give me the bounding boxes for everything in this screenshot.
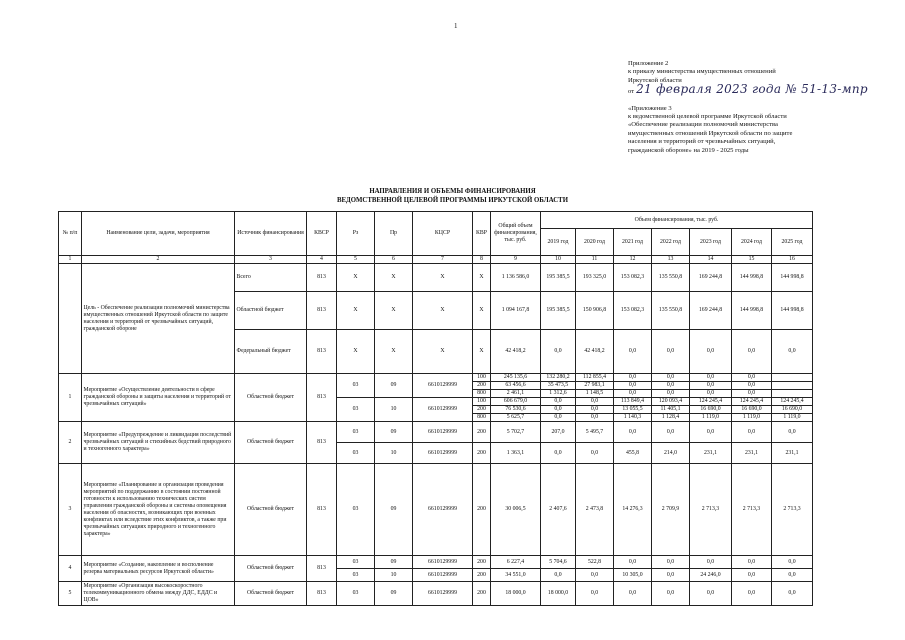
goal-cell: Х [375, 264, 413, 292]
goal-cell: Х [337, 264, 375, 292]
item-cell: 200 [473, 582, 491, 606]
item-num: 5 [59, 582, 82, 606]
item-cell: 813 [307, 464, 337, 556]
item-cell: 16 690,0 [732, 406, 772, 414]
item-cell: 03 [337, 422, 375, 443]
item-cell: 5 495,7 [576, 422, 614, 443]
appendix-line: Иркутской области [628, 76, 682, 84]
item-cell: 231,1 [732, 443, 772, 464]
item-cell: 09 [375, 556, 413, 569]
col-year: 2024 год [732, 229, 772, 256]
handwritten-date-number: 21 февраля 2023 года № 51-13-мпр [636, 82, 868, 97]
item-cell: 0,0 [614, 374, 652, 382]
goal-cell: Областной бюджет [235, 292, 307, 330]
item-cell: 800 [473, 390, 491, 398]
item-cell: 0,0 [614, 422, 652, 443]
item-cell: 0,0 [576, 443, 614, 464]
item-cell: 200 [473, 443, 491, 464]
goal-cell: Х [473, 264, 491, 292]
item-cell: 1 140,3 [614, 414, 652, 422]
goal-cell: Х [473, 292, 491, 330]
item-text: Мероприятие «Организация высокоскоростного телекоммуникационного обмена между ДДС, ЕДДС и ЦОВ» [82, 582, 235, 606]
item-cell [772, 390, 813, 398]
item-cell: 0,0 [541, 569, 576, 582]
item-cell: 1 128,4 [652, 414, 690, 422]
col-index: 9 [491, 256, 541, 264]
item-cell: 10 305,0 [614, 569, 652, 582]
item-cell: 35 473,5 [541, 382, 576, 390]
item-cell: 2 713,3 [772, 464, 813, 556]
goal-num [59, 264, 82, 374]
item-cell: 0,0 [732, 569, 772, 582]
item-cell: 0,0 [576, 406, 614, 414]
goal-cell: Х [413, 330, 473, 374]
item-cell: 14 276,3 [614, 464, 652, 556]
col-rz: Рз [337, 212, 375, 256]
goal-cell: Х [473, 330, 491, 374]
goal-cell: 1 136 586,0 [491, 264, 541, 292]
item-cell: 16 690,0 [772, 406, 813, 414]
item-cell: 76 530,6 [491, 406, 541, 414]
item-cell: 09 [375, 582, 413, 606]
goal-cell: 169 244,8 [690, 292, 732, 330]
col-index: 7 [413, 256, 473, 264]
item-cell: 0,0 [772, 582, 813, 606]
item-text: Мероприятие «Планирование и организация проведения мероприятий по поддержанию в состоянии постоянной готовности к использованию технических систем управления гражданской обороны и системы оповещения населения об опасностях, возникающих при военных конфликтах или вследствие этих конфликтов, а также при чрезвычайных ситуациях природного и техногенного характера» [82, 464, 235, 556]
goal-cell: 813 [307, 330, 337, 374]
col-year: 2023 год [690, 229, 732, 256]
item-cell: 0,0 [690, 582, 732, 606]
item-cell: 200 [473, 406, 491, 414]
item-source: Областной бюджет [235, 582, 307, 606]
col-year: 2019 год [541, 229, 576, 256]
item-cell: 18 000,0 [491, 582, 541, 606]
item-cell: 124 245,4 [690, 398, 732, 406]
item-cell: 0,0 [652, 382, 690, 390]
item-cell: 200 [473, 556, 491, 569]
goal-cell: 144 998,8 [772, 264, 813, 292]
col-year: 2022 год [652, 229, 690, 256]
item-cell: 0,0 [614, 556, 652, 569]
appendix-line: к ведомственной целевой программе Иркутской области [628, 113, 787, 121]
item-cell: 1 119,0 [732, 414, 772, 422]
item-cell: 16 690,0 [690, 406, 732, 414]
col-num: № п/п [59, 212, 82, 256]
goal-cell: 0,0 [732, 330, 772, 374]
goal-cell: Х [413, 264, 473, 292]
item-rz: 03 [337, 398, 375, 422]
col-year: 2025 год [772, 229, 813, 256]
goal-cell: Федеральный бюджет [235, 330, 307, 374]
goal-cell: 135 550,8 [652, 292, 690, 330]
item-cell: 124 245,4 [772, 398, 813, 406]
item-cell: 0,0 [614, 582, 652, 606]
item-cell: 5 704,6 [541, 556, 576, 569]
item-cell: 0,0 [732, 556, 772, 569]
item-pr: 10 [375, 398, 413, 422]
item-text: Мероприятие «Осуществление деятельности в сфере гражданской обороны и защиты населения и территорий от чрезвычайных ситуаций» [82, 374, 235, 422]
goal-cell: Х [413, 292, 473, 330]
item-cell: 0,0 [732, 382, 772, 390]
item-cell: 1 363,1 [491, 443, 541, 464]
goal-cell: Х [375, 292, 413, 330]
table-row [59, 264, 813, 292]
item-cell: 10 [375, 443, 413, 464]
title-line: НАПРАВЛЕНИЯ И ОБЪЕМЫ ФИНАНСИРОВАНИЯ [369, 188, 536, 195]
item-cell: 24 246,0 [690, 569, 732, 582]
item-cell: 200 [473, 464, 491, 556]
col-index: 13 [652, 256, 690, 264]
item-num: 2 [59, 422, 82, 464]
appendix-line: гражданской обороне» на 2019 - 2025 годы [628, 146, 749, 154]
item-cell: 0,0 [614, 382, 652, 390]
goal-cell: 135 550,8 [652, 264, 690, 292]
item-cell: 0,0 [652, 390, 690, 398]
goal-cell: Х [375, 330, 413, 374]
item-cell: 6610129999 [413, 422, 473, 443]
item-cell: 1 119,0 [690, 414, 732, 422]
item-kvsr: 813 [307, 422, 337, 464]
item-kvsr: 813 [307, 374, 337, 422]
goal-cell: 144 998,8 [732, 292, 772, 330]
item-cell: 2 473,8 [576, 464, 614, 556]
col-index: 6 [375, 256, 413, 264]
item-cell: 03 [337, 464, 375, 556]
item-cell: 100 [473, 398, 491, 406]
item-cell: 34 551,0 [491, 569, 541, 582]
col-index: 3 [235, 256, 307, 264]
item-cell: 800 [473, 414, 491, 422]
item-rz: 03 [337, 374, 375, 398]
goal-cell: Всего [235, 264, 307, 292]
col-volume: Объем финансирования, тыс. руб. [541, 212, 813, 229]
item-cell: 231,1 [772, 443, 813, 464]
item-kcsr: 6610129999 [413, 374, 473, 398]
item-cell: 522,8 [576, 556, 614, 569]
appendix-date-line [628, 82, 893, 97]
item-cell: 0,0 [576, 569, 614, 582]
item-cell: 100 [473, 374, 491, 382]
document-title [0, 188, 905, 205]
goal-cell: 0,0 [690, 330, 732, 374]
item-cell: 0,0 [576, 582, 614, 606]
item-cell: 0,0 [576, 398, 614, 406]
col-index: 10 [541, 256, 576, 264]
financing-table [58, 211, 813, 606]
col-kvr: КВР [473, 212, 491, 256]
col-index: 2 [82, 256, 235, 264]
item-cell: 0,0 [732, 374, 772, 382]
item-cell: 27 983,1 [576, 382, 614, 390]
date-prefix: от [628, 88, 635, 96]
col-total: Общий объем финансирования, тыс. руб. [491, 212, 541, 256]
item-cell: 6610129999 [413, 443, 473, 464]
goal-cell: 813 [307, 264, 337, 292]
item-cell: 10 [375, 569, 413, 582]
page-number: 1 [454, 22, 458, 30]
goal-cell: 0,0 [614, 330, 652, 374]
item-cell: 0,0 [772, 422, 813, 443]
item-cell: 6 227,4 [491, 556, 541, 569]
item-cell: 200 [473, 382, 491, 390]
item-cell: 2 713,3 [690, 464, 732, 556]
item-cell: 1 148,5 [576, 390, 614, 398]
item-source: Областной бюджет [235, 464, 307, 556]
goal-cell: 144 998,8 [732, 264, 772, 292]
goal-cell: 0,0 [772, 330, 813, 374]
goal-cell: 153 082,3 [614, 292, 652, 330]
item-num: 1 [59, 374, 82, 422]
item-cell: 200 [473, 569, 491, 582]
item-cell: 113 849,4 [614, 398, 652, 406]
item-cell: 0,0 [732, 582, 772, 606]
col-pr: Пр [375, 212, 413, 256]
goal-cell: Х [337, 292, 375, 330]
col-index: 16 [772, 256, 813, 264]
item-cell [772, 374, 813, 382]
item-kvsr: 813 [307, 556, 337, 582]
appendix-line: «Приложение 3 [628, 104, 672, 112]
item-cell: 231,1 [690, 443, 732, 464]
item-cell: 5 625,7 [491, 414, 541, 422]
item-cell: 0,0 [690, 374, 732, 382]
item-source: Областной бюджет [235, 556, 307, 582]
col-index: 11 [576, 256, 614, 264]
item-cell: 0,0 [652, 556, 690, 569]
item-cell: 214,0 [652, 443, 690, 464]
goal-cell: 150 906,8 [576, 292, 614, 330]
item-kcsr: 6610129999 [413, 398, 473, 422]
table-row [59, 556, 813, 569]
item-cell: 0,0 [576, 414, 614, 422]
item-cell: 1 119,0 [772, 414, 813, 422]
col-year: 2020 год [576, 229, 614, 256]
appendix-line: «Обеспечение реализации полномочий министерства [628, 121, 778, 129]
item-source: Областной бюджет [235, 422, 307, 464]
item-cell: 0,0 [652, 422, 690, 443]
item-cell: 0,0 [690, 556, 732, 569]
item-cell: 2 407,6 [541, 464, 576, 556]
table-row [59, 422, 813, 443]
item-cell: 455,8 [614, 443, 652, 464]
title-line: ВЕДОМСТВЕННОЙ ЦЕЛЕВОЙ ПРОГРАММЫ ИРКУТСКОЙ ОБЛАСТИ [336, 196, 568, 204]
item-source: Областной бюджет [235, 374, 307, 422]
item-cell: 30 006,5 [491, 464, 541, 556]
item-num: 4 [59, 556, 82, 582]
item-cell: 5 702,7 [491, 422, 541, 443]
goal-cell: 0,0 [652, 330, 690, 374]
item-cell: 03 [337, 556, 375, 569]
item-cell: 6610129999 [413, 464, 473, 556]
item-cell: 0,0 [614, 390, 652, 398]
item-cell: 200 [473, 422, 491, 443]
item-cell: 13 055,5 [614, 406, 652, 414]
col-year: 2021 год [614, 229, 652, 256]
goal-cell: 1 094 167,8 [491, 292, 541, 330]
item-text: Мероприятие «Создание, накопление и восполнение резерва материальных ресурсов Иркутской области» [82, 556, 235, 582]
table-row [59, 464, 813, 556]
item-cell: 124 245,4 [732, 398, 772, 406]
col-index: 5 [337, 256, 375, 264]
table-row [59, 374, 813, 382]
goal-cell: 195 385,5 [541, 292, 576, 330]
col-index: 14 [690, 256, 732, 264]
item-cell: 0,0 [690, 390, 732, 398]
goal-cell: 42 418,2 [491, 330, 541, 374]
col-kvsr: КВСР [307, 212, 337, 256]
goal-cell: 169 244,8 [690, 264, 732, 292]
col-kcsr: КЦСР [413, 212, 473, 256]
item-cell: 245 135,6 [491, 374, 541, 382]
item-cell: 2 461,1 [491, 390, 541, 398]
item-cell: 813 [307, 582, 337, 606]
item-cell: 0,0 [541, 414, 576, 422]
col-index: 15 [732, 256, 772, 264]
goal-text: Цель - Обеспечение реализации полномочий министерства имущественных отношений Иркутской области по защите населения и территорий от чрезвычайных ситуаций, гражданской обороне [82, 264, 235, 374]
goal-cell: Х [337, 330, 375, 374]
appendix-line: населения и территорий от чрезвычайных ситуаций, [628, 138, 776, 146]
item-cell: 0,0 [690, 382, 732, 390]
item-cell: 6610129999 [413, 582, 473, 606]
item-cell: 207,0 [541, 422, 576, 443]
appendix-line: Приложение 2 [628, 60, 669, 67]
goal-cell: 42 418,2 [576, 330, 614, 374]
item-cell: 63 456,6 [491, 382, 541, 390]
appendix-block [628, 60, 893, 155]
item-cell: 03 [337, 569, 375, 582]
goal-cell: 153 082,3 [614, 264, 652, 292]
goal-cell: 0,0 [541, 330, 576, 374]
goal-cell: 144 998,8 [772, 292, 813, 330]
item-cell: 0,0 [541, 406, 576, 414]
item-cell: 0,0 [732, 390, 772, 398]
item-cell: 0,0 [772, 569, 813, 582]
item-cell: 03 [337, 582, 375, 606]
item-cell: 0,0 [772, 556, 813, 569]
col-index: 8 [473, 256, 491, 264]
item-cell: 18 000,0 [541, 582, 576, 606]
item-cell: 0,0 [541, 398, 576, 406]
col-index: 4 [307, 256, 337, 264]
goal-cell: 195 385,5 [541, 264, 576, 292]
item-cell: 0,0 [541, 443, 576, 464]
appendix-line: имущественных отношений Иркутской области по защите [628, 129, 793, 137]
item-cell: 0,0 [690, 422, 732, 443]
item-cell: 2 709,9 [652, 464, 690, 556]
item-cell [772, 382, 813, 390]
table-row [59, 582, 813, 606]
item-cell: 132 280,2 [541, 374, 576, 382]
goal-cell: 193 325,0 [576, 264, 614, 292]
item-cell: 11 405,1 [652, 406, 690, 414]
item-cell: 112 855,4 [576, 374, 614, 382]
item-cell: 6610129999 [413, 556, 473, 569]
item-cell: 09 [375, 422, 413, 443]
item-cell: 120 093,4 [652, 398, 690, 406]
item-cell: 0,0 [652, 569, 690, 582]
item-cell: 1 312,6 [541, 390, 576, 398]
appendix-line: к приказу министерства имущественных отношений [628, 68, 776, 76]
col-name: Наименование цели, задачи, мероприятия [82, 212, 235, 256]
col-source: Источник финансирования [235, 212, 307, 256]
col-index: 12 [614, 256, 652, 264]
item-cell: 03 [337, 443, 375, 464]
item-cell: 2 713,3 [732, 464, 772, 556]
item-num: 3 [59, 464, 82, 556]
goal-cell: 813 [307, 292, 337, 330]
item-cell: 0,0 [652, 374, 690, 382]
item-cell: 0,0 [732, 422, 772, 443]
item-cell: 09 [375, 464, 413, 556]
col-index: 1 [59, 256, 82, 264]
item-text: Мероприятие «Предупреждение и ликвидация последствий чрезвычайных ситуаций и стихийных бедствий природного и техногенного характера» [82, 422, 235, 464]
item-pr: 09 [375, 374, 413, 398]
item-cell: 606 679,0 [491, 398, 541, 406]
item-cell: 6610129999 [413, 569, 473, 582]
item-cell: 0,0 [652, 582, 690, 606]
